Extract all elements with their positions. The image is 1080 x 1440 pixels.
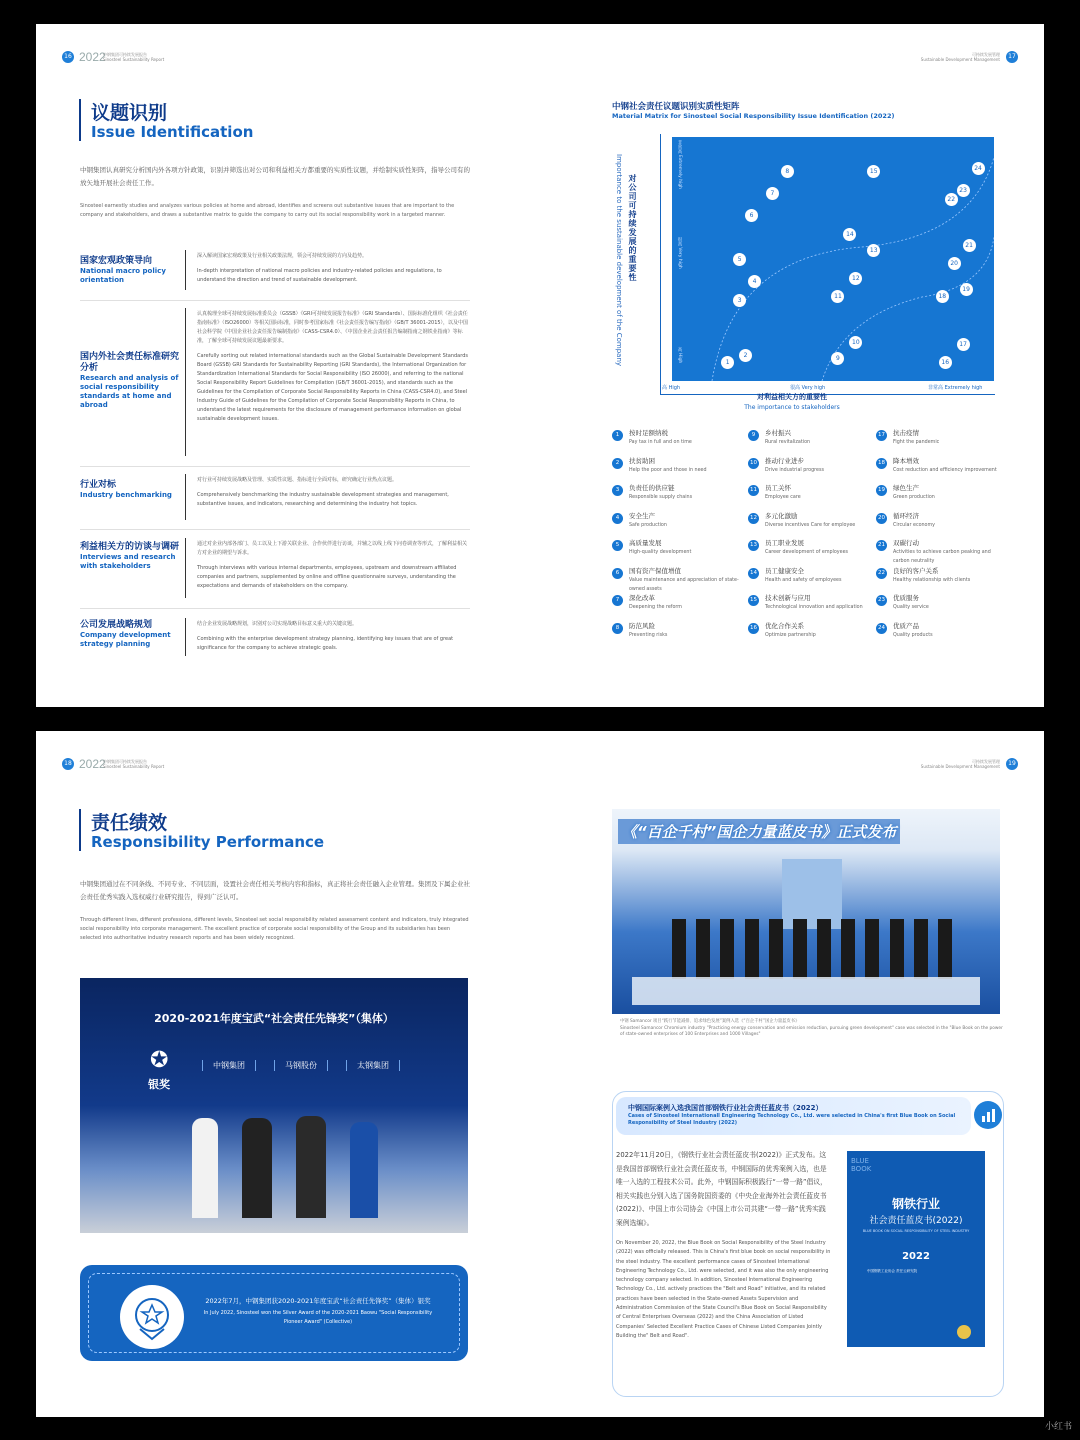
legend-number: 18 [876, 458, 887, 469]
award-info-box [80, 1265, 468, 1361]
method-title-cn: 行业对标 [80, 480, 117, 490]
award-org: 太钢集团 [346, 1060, 400, 1071]
event-caption-cn: 中钢 Samancor 项目“践行节能减排、追求绿色发展”案例入选《“百企千村”国企力量蓝皮书》 [620, 1019, 800, 1024]
legend-number: 17 [876, 430, 887, 441]
header-section-en: Sustainable Development Management [920, 764, 1000, 769]
legend-label-en: Drive industrial progress [765, 467, 824, 473]
method-title-en: Company development strategy planning [80, 631, 171, 648]
method-divider [185, 474, 186, 520]
case-body-en: On November 20, 2022, the Blue Book on Social Responsibility of the Steel Industry (2022) was officially released. This is China's first blue book on social responsibility in the steel industry. The excellent performance cases of Sinosteel International Engineering Technology Co., Ltd. were selected, and it was also the only engineering technology company selected. In addition, Sinosteel International Engineering Technology Co., Ltd. actively practices the "Belt and Road" initiative, and its related practices have been selected in the State-owned Assets Supervision and Administration Commission of the State Council's Blue Book on Social Responsibility of Central Enterprises Overseas (2022) and the China Association of Listed Companies' Selected Excellent Practice Cases of Chinese Listed Companies Jointly Building the" Belt and Road". [616, 1240, 831, 1339]
method-title-en: National macro policy orientation [80, 267, 166, 284]
legend-label-cn: 员工关怀 [765, 484, 791, 492]
legend-label-cn: 优质服务 [893, 594, 919, 602]
method-desc-cn: 通过对企业内部各部门、员工以及上下游关联企业、合作伙伴进行访谈，并辅之以线上线下问卷调查等形式，了解利益相关方对企业的期望与诉求。 [197, 541, 468, 556]
page-17 [540, 24, 1044, 707]
method-desc-cn: 对行业可持续发展战略及管理、实质性议题、指标进行全面对标，研究确定行业热点议题。 [197, 477, 398, 483]
method-divider [185, 538, 186, 598]
legend-number: 20 [876, 513, 887, 524]
legend-label-en: Quality service [893, 605, 929, 610]
method-stakeholder-interviews [80, 538, 470, 600]
matrix-point: 17 [957, 338, 970, 351]
section-bar [79, 99, 81, 141]
y-axis-title-en: Importance to the sustainable development of the Company [615, 154, 623, 367]
matrix-point: 7 [766, 187, 779, 200]
y-tick-label: 非常高 Extremely high [677, 140, 682, 190]
method-title [80, 352, 180, 410]
person-figure [296, 1116, 326, 1218]
watermark: 小红书 [1044, 1422, 1072, 1432]
header-section [921, 759, 1000, 769]
legend-label-en: Preventing risks [629, 632, 668, 638]
method-desc-en: Comprehensively benchmarking the industry sustainable development strategies and management, substantive issues, and indicators, researching and determining the industry hot topics. [197, 492, 449, 507]
legend-label-en: Green production [893, 495, 935, 500]
legend-number: 6 [612, 568, 623, 579]
legend-label-en: Circular economy [893, 522, 936, 528]
header-report-cn: 中钢集团可持续发展报告 [103, 52, 147, 57]
divider [80, 300, 470, 301]
method-title-en: Interviews and research with stakeholders [80, 553, 176, 570]
legend-number: 9 [748, 430, 759, 441]
method-title-cn: 国家宏观政策导向 [80, 256, 153, 266]
legend-label-en: Cost reduction and efficiency improvement [893, 467, 997, 473]
legend-label-cn: 良好的客户关系 [893, 566, 939, 575]
matrix-point: 15 [867, 165, 880, 178]
legend-number: 4 [612, 513, 623, 524]
legend-label-cn: 高质量发展 [629, 539, 662, 547]
legend-label-en: Rural revitalization [765, 440, 811, 445]
method-divider [185, 250, 186, 290]
person-figure [350, 1122, 378, 1218]
method-title-cn: 利益相关方的访谈与调研 [80, 542, 180, 552]
x-axis-title-cn: 对利益相关方的重要性 [757, 393, 827, 401]
matrix-point: 4 [748, 275, 761, 288]
header-year: 2022 [79, 757, 106, 771]
case-title-strip [616, 1097, 971, 1135]
matrix-point: 5 [733, 253, 746, 266]
book-publisher: 中国钢铁工业协会 责任云研究院 [867, 1269, 918, 1273]
method-desc-en: In-depth interpretation of national macro policies and industry-related policies and regulations, to understand the direction and trend of sustainable development. [197, 268, 442, 283]
legend-number: 2 [612, 458, 623, 469]
y-axis-line [660, 134, 661, 394]
matrix-point: 6 [745, 209, 758, 222]
legend-label-cn: 员工职业发展 [765, 539, 804, 547]
award-org: 马钢股份 [274, 1060, 328, 1071]
legend-number: 8 [612, 623, 623, 634]
method-title [80, 256, 180, 285]
matrix-point: 2 [739, 349, 752, 362]
section-title-cn: 议题识别 [91, 102, 168, 124]
method-divider [185, 618, 186, 656]
matrix-curves [672, 137, 994, 381]
method-strategy-planning [80, 618, 470, 658]
legend-number: 11 [748, 485, 759, 496]
spread-responsibility-performance [36, 731, 1044, 1417]
legend-label-en: Healthy relationship with clients [893, 577, 971, 583]
legend-label-en: Pay tax in full and on time [629, 440, 692, 445]
method-desc-cn: 深入解读国家宏观政策及行业相关政策法规，领会可持续发展的方向及趋势。 [197, 253, 368, 259]
matrix-point: 1 [721, 356, 734, 369]
legend-number: 21 [876, 540, 887, 551]
award-org: 中钢集团 [202, 1060, 256, 1071]
legend-label-en: Optimize partnership [765, 632, 816, 638]
legend-label-cn: 国有资产保值增值 [629, 566, 681, 575]
legend-label-en: Value maintenance and appreciation of state-owned assets [629, 577, 739, 592]
x-tick-label: 高 High [662, 385, 681, 391]
matrix-point: 16 [939, 356, 952, 369]
y-tick-label: 高 High [677, 347, 682, 364]
legend-label-cn: 员工健康安全 [765, 566, 804, 575]
header-section-cn: 可持续发展管理 [972, 759, 1000, 764]
legend-label-cn: 按时足额纳税 [629, 429, 668, 437]
legend-label-en: Career development of employees [765, 550, 849, 555]
case-title-en: Cases of Sinosteel Internationall Engineering Technology Co., Ltd. were selected in China's first Blue Book on Social Responsibility of Steel Industry (2022) [628, 1113, 956, 1126]
event-caption [620, 1019, 1005, 1039]
page-number: 17 [1006, 51, 1018, 63]
matrix-title-en: Material Matrix for Sinosteel Social Responsibility Issue Identification (2022) [612, 112, 895, 120]
x-axis-title-en: The importance to stakeholders [744, 404, 840, 411]
legend-label-en: Help the poor and those in need [629, 467, 707, 473]
header-report-title [103, 52, 164, 62]
spread-issue-identification [36, 24, 1044, 707]
method-macro-policy [80, 250, 470, 292]
matrix-point: 13 [867, 244, 880, 257]
award-ceremony-photo [80, 978, 468, 1233]
intro-cn: 中钢集团认真研究分析国内外各项方针政策，识别并筛选出对公司和利益相关方都重要的实质性议题，并绘制实质性矩阵，指导公司有的放矢地开展社会责任工作。 [80, 166, 470, 187]
person-figure [242, 1118, 272, 1218]
matrix-point: 8 [781, 165, 794, 178]
y-tick-label: 很高 Very high [677, 237, 682, 269]
case-title-cn: 中钢国际案例入选我国首部钢铁行业社会责任蓝皮书（2022） [628, 1104, 823, 1112]
event-banner: 《“百企千村”国企力量蓝皮书》正式发布 [618, 819, 900, 844]
legend-label-en: Quality products [893, 632, 933, 638]
matrix-point: 20 [948, 257, 961, 270]
intro-cn: 中钢集团通过在不同条线、不同专业、不同层面，设置社会责任相关考核内容和指标，真正将社会责任融入企业管理。集团及下属企业社会责任优秀实践入选权威行业研究报告，得到广泛认可。 [80, 880, 470, 901]
page-18 [36, 731, 540, 1417]
legend-label-cn: 推动行业进步 [765, 456, 804, 465]
method-title-en: Research and analysis of social responsibility standards at home and abroad [80, 374, 179, 409]
medal-icon [120, 1285, 184, 1349]
matrix-point: 3 [733, 294, 746, 307]
method-title-cn: 国内外社会责任标准研究分析 [80, 352, 180, 373]
blue-book-cover [847, 1151, 985, 1347]
header-section-en: Sustainable Development Management [920, 57, 1000, 62]
legend-number: 14 [748, 568, 759, 579]
section-title-en: Issue Identification [91, 123, 254, 141]
attendees-row [672, 919, 952, 979]
matrix-point: 18 [936, 290, 949, 303]
method-divider [185, 308, 186, 456]
legend-number: 16 [748, 623, 759, 634]
method-title-en: Industry benchmarking [80, 491, 172, 499]
legend-label-cn: 优化合作关系 [765, 621, 804, 630]
method-title-cn: 公司发展战略规划 [80, 620, 153, 630]
blue-book-release-photo [612, 809, 1000, 1014]
divider [80, 608, 470, 609]
method-desc-cn: 认真梳理全球可持续发展标准委员会（GSSB）《GRI可持续发展报告标准》（GRI Standards）、国际标准化组织《社会责任指南标准》（ISO26000）等相关国际标准，同时参考国家标准《社会责任报告编写指南》（GB/T 36001-2015），以及中国社会科学院《中国企业社会责任报告编制指南》（CASS-CSR4.0）、《中国企业社会责任报告编制指南之钢铁业指南》等标准，了解全球可持续发展议题最新要求。 [197, 311, 469, 344]
page-number: 19 [1006, 758, 1018, 770]
legend-label-en: Activities to achieve carbon peaking and carbon neutrality [893, 550, 991, 564]
matrix-point: 12 [849, 272, 862, 285]
section-title-en: Responsibility Performance [91, 833, 325, 851]
book-title-en: BLUE BOOK ON SOCIAL RESPONSIBILITY OF STEEL INDUSTRY [862, 1229, 970, 1233]
legend-label-en: Employee care [765, 495, 801, 500]
legend-number: 19 [876, 485, 887, 496]
legend-number: 10 [748, 458, 759, 469]
legend-label-en: Fight the pandemic [893, 440, 940, 445]
matrix-point: 10 [849, 336, 862, 349]
book-seal [957, 1325, 971, 1339]
legend-number: 5 [612, 540, 623, 551]
legend-label-en: Diverse incentives Care for employee [765, 522, 856, 528]
event-caption-en: Sinosteel Samancor Chromium industry "Practicing energy conservation and emission reduction, pursuing green development" case was selected in the "Blue Book on the power of state-owned enterprises of 100 Enterprises and 1000 Villages" [620, 1025, 1003, 1037]
section-bar [79, 809, 81, 851]
award-grade: 银奖 [148, 1078, 170, 1091]
matrix-point: 21 [963, 239, 976, 252]
matrix-point: 23 [957, 184, 970, 197]
header-report-en: Sinosteel Sustainability Report [103, 57, 165, 62]
method-desc [197, 252, 470, 291]
method-desc-en: Through interviews with various internal departments, employees, upstream and downstream affiliated companies and partners, supplemented by online and offline questionnaire surveys, understanding the expectations and demands of stakeholders on the company. [197, 565, 457, 589]
legend-number: 3 [612, 485, 623, 496]
legend-number: 13 [748, 540, 759, 551]
matrix-point: 11 [831, 290, 844, 303]
legend-label-cn: 深化改革 [629, 594, 655, 602]
award-ribbon-icon: ✪ [150, 1048, 169, 1073]
matrix-point: 22 [945, 193, 958, 206]
intro-en: Sinosteel earnestly studies and analyzes various policies at home and abroad, identifies and screens out substantive issues that are important to the company and stakeholders, and draws a substantive matrix to guide the company to carry out its social responsibility work in a targeted manner. [80, 203, 455, 218]
legend-label-cn: 扶贫助困 [629, 456, 655, 465]
materiality-matrix [672, 137, 994, 381]
legend-number: 23 [876, 595, 887, 606]
legend-number: 12 [748, 513, 759, 524]
method-desc [197, 310, 470, 430]
stage-podium [632, 977, 980, 1005]
header-section [921, 52, 1000, 62]
legend-number: 1 [612, 430, 623, 441]
method-desc [197, 540, 470, 597]
method-standards-research [80, 308, 470, 458]
method-desc [197, 476, 470, 515]
book-title-1: 钢铁行业 [891, 1197, 940, 1211]
method-title [80, 542, 180, 571]
legend-label-en: Technological innovation and application [765, 605, 863, 610]
legend-label-cn: 绿色生产 [893, 484, 919, 492]
legend-label-cn: 抗击疫情 [893, 429, 919, 437]
award-info-text [198, 1297, 438, 1327]
legend-label-cn: 循环经济 [893, 511, 919, 520]
legend-label-en: Responsible supply chains [629, 495, 693, 500]
book-label: BLUE BOOK [851, 1157, 872, 1173]
award-text-en: In July 2022, Sinosteel won the Silver Award of the 2020-2021 Baowu "Social Responsibility Pioneer Award" (Collective) [203, 1310, 433, 1325]
method-benchmarking [80, 474, 470, 522]
page-16 [36, 24, 540, 707]
legend-number: 15 [748, 595, 759, 606]
legend-label-en: High-quality development [629, 550, 692, 555]
header-report-en: Sinosteel Sustainability Report [103, 764, 165, 769]
header-section-cn: 可持续发展管理 [972, 52, 1000, 57]
case-body-cn: 2022年11月20日，《钢铁行业社会责任蓝皮书(2022)》正式发布。这是我国首部钢铁行业社会责任蓝皮书，中钢国际的优秀案例入选，也是唯一入选的工程技术公司。此外，中钢国际积极践行“一带一路”倡议，相关实践也分别入选了国务院国资委的《中央企业海外社会责任蓝皮书(2022)》、中国上市公司协会《中国上市公司共建“一带一路”优秀实践案例选编》。 [616, 1151, 827, 1227]
award-banner-title: 2020-2021年度宝武“社会责任先锋奖”（集体） [154, 1012, 394, 1025]
legend-label-cn: 双碳行动 [893, 539, 919, 547]
legend-label-cn: 防范风险 [629, 621, 655, 630]
divider [80, 529, 470, 530]
award-text-cn: 2022年7月，中钢集团获2020-2021年度宝武“社会责任先锋奖”（集体）银奖 [205, 1297, 431, 1305]
book-title-2: 社会责任蓝皮书(2022) [869, 1216, 963, 1226]
method-title [80, 480, 180, 500]
matrix-point: 19 [960, 283, 973, 296]
person-figure [192, 1118, 218, 1218]
header-report-cn: 中钢集团可持续发展报告 [103, 759, 147, 764]
page-19 [540, 731, 1044, 1417]
y-axis-title-cn: 对公司可持续发展的重要性 [628, 174, 637, 282]
matrix-title-cn: 中钢社会责任议题识别实质性矩阵 [612, 102, 740, 112]
legend-label-en: Safe production [629, 522, 667, 528]
matrix-point: 9 [831, 352, 844, 365]
legend-label-cn: 安全生产 [629, 511, 655, 520]
legend-label-en: Health and safety of employees [765, 577, 842, 583]
header-report-title [103, 759, 164, 769]
method-desc-cn: 结合企业发展战略规划，识别对公司实现战略目标意义重大的关键议题。 [197, 621, 358, 627]
x-tick-label: 非常高 Extremely high [928, 385, 983, 391]
chart-icon [974, 1101, 1002, 1129]
legend-number: 24 [876, 623, 887, 634]
legend-number: 22 [876, 568, 887, 579]
intro-en: Through different lines, different professions, different levels, Sinosteel set social responsibility related assessment content and indicators, truly integrated social responsibility into corporate management. The excellent practice of corporate social responsibility of the Group and its subsidiaries has been selected into authoritative industry research reports and has been widely recognized. [80, 917, 469, 941]
legend-label-en: Deepening the reform [629, 605, 682, 610]
matrix-point: 24 [972, 162, 985, 175]
method-desc [197, 620, 470, 659]
page-number: 18 [62, 758, 74, 770]
divider [80, 466, 470, 467]
page-number: 16 [62, 51, 74, 63]
method-title [80, 620, 180, 649]
legend-label-cn: 优质产品 [893, 621, 919, 630]
method-desc-en: Carefully sorting out related international standards such as the Global Sustainable Development Standards Board (GSSB) GRI Standards for Sustainability Reporting (GRI Standards), the International Organization for Standardization International Standards for Social Responsibility (ISO 26000), and referring to the national Social Responsibility Report Guidelines for Compilation (GB/T 36001-2015), and standards such as the Guidelines for the Compilation of Corporate Social Responsibility Reports in China (CASS-CSR4.0), and Steel Industry Guide of Guidelines for the Compilation of Corporate Social Responsibility Reports in China, to understand the latest requirements for the disclosure of management performance information on global sustainable development issues. [197, 353, 468, 422]
section-title-cn: 责任绩效 [91, 812, 168, 834]
legend-number: 7 [612, 595, 623, 606]
legend-label-cn: 乡村振兴 [765, 429, 791, 437]
legend-label-cn: 降本增效 [893, 456, 919, 465]
x-tick-label: 很高 Very high [790, 385, 826, 391]
book-year: 2022 [902, 1251, 930, 1262]
matrix-point: 14 [843, 228, 856, 241]
legend-label-cn: 负责任的供应链 [629, 484, 675, 492]
header-year: 2022 [79, 50, 106, 64]
legend-label-cn: 多元化激励 [765, 511, 798, 520]
legend-label-cn: 技术创新与应用 [765, 594, 811, 602]
method-desc-en: Combining with the enterprise development strategy planning, identifying key issues that are of great significance for the company to achieve strategic goals. [197, 636, 454, 651]
